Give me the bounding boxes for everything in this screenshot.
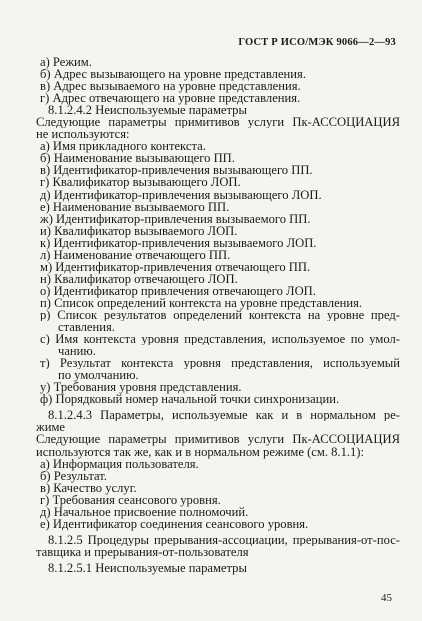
text-line: г) Требования сеансового уровня. <box>40 492 221 507</box>
page-number: 45 <box>381 592 392 604</box>
text-line: у) Требования уровня представления. <box>40 380 242 395</box>
text-line: г) Квалификатор вызывающего ЛОП. <box>40 175 241 190</box>
text-line: ф) Порядковый номер начальной точки синхронизации. <box>40 392 340 407</box>
text-line: 8.1.2.5.1 Неиспользуемые параметры <box>48 560 247 575</box>
text-line: жиме <box>36 420 66 435</box>
page-header: ГОСТ Р ИСО/МЭК 9066—2—93 <box>238 37 396 48</box>
text-line: Следующие параметры примитивов услуги Пк-АССОЦИАЦИЯ <box>36 116 400 129</box>
document-body <box>36 56 400 574</box>
text-line: б) Адрес вызывающего на уровне представления. <box>40 67 306 82</box>
text-line: по умолчанию. <box>58 368 139 383</box>
text-line: е) Наименование вызываемого ПП. <box>40 199 230 214</box>
text-line: а) Режим. <box>40 55 92 69</box>
text-line: в) Идентификатор-привлечения вызывающего ПП. <box>40 163 313 178</box>
text-line: в) Качество услуг. <box>40 480 137 495</box>
text-line: е) Идентификатор соединения сеансового уровня. <box>40 516 309 531</box>
text-line: п) Список определений контекста на уровне представления. <box>40 295 363 310</box>
text-line: ставления. <box>58 320 115 335</box>
text-line: б) Наименование вызывающего ПП. <box>40 151 235 166</box>
text-line: с) Имя контекста уровня представления, используемое по умол- <box>40 333 400 346</box>
text-line: 8.1.2.4.2 Неиспользуемые параметры <box>48 103 247 118</box>
text-line: ж) Идентификатор-привлечения вызываемого ПП. <box>40 211 311 226</box>
text-line: м) Идентификатор-привлечения отвечающего ПП. <box>40 259 311 274</box>
text-line: н) Квалификатор отвечающего ЛОП. <box>40 271 238 286</box>
text-line: д) Начальное присвоение полномочий. <box>40 504 249 519</box>
text-line: Следующие параметры примитивов услуги Пк-АССОЦИАЦИЯ <box>36 433 400 446</box>
text-line: а) Имя прикладного контекста. <box>40 139 206 154</box>
text-line: в) Адрес вызываемого на уровне представления. <box>40 79 301 94</box>
text-line: д) Идентификатор-привлечения вызывающего ЛОП. <box>40 187 322 202</box>
text-line: не используются: <box>36 127 130 142</box>
text-line: г) Адрес отвечающего на уровне представления. <box>40 91 301 106</box>
text-line: л) Наименование отвечающего ПП. <box>40 247 231 262</box>
text-line: к) Идентификатор-привлечения вызываемого ЛОП. <box>40 235 317 250</box>
text-line: б) Результат. <box>40 468 107 483</box>
text-line: и) Квалификатор вызываемого ЛОП. <box>40 223 238 238</box>
text-line: р) Список результатов определений контекста на уровне пред- <box>40 308 400 322</box>
text-line: используются так же, как и в нормальном режиме (см. 8.1.1): <box>36 444 365 459</box>
text-line: чанию. <box>58 344 96 359</box>
text-line: о) Идентификатор привлечения отвечающего ЛОП. <box>40 283 316 298</box>
text-line: а) Информация пользователя. <box>40 456 199 471</box>
text-line: 8.1.2.5 Процедуры прерывания-ассоциации, прерывания-от-пос- <box>48 533 400 546</box>
text-line: т) Результат контекста уровня представления, используемый <box>40 357 400 370</box>
text-line: 8.1.2.4.3 Параметры, используемые как и в нормальном ре- <box>48 409 400 422</box>
text-line: тавщика и прерывания-от-пользователя <box>36 544 249 559</box>
